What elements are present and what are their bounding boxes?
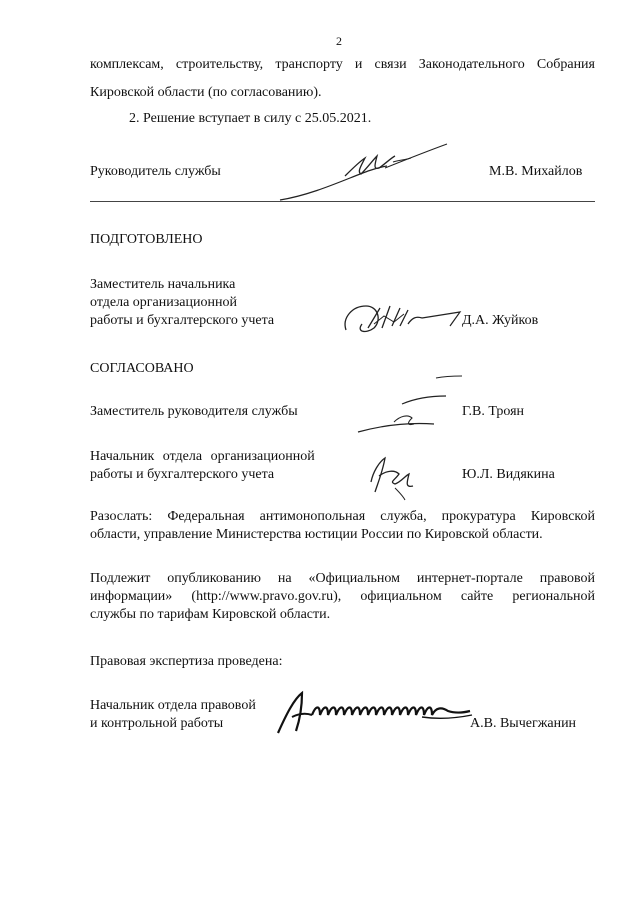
distribution-line-1: Разослать: Федеральная антимонопольная служба, прокуратура Кировской [90, 509, 595, 524]
distribution-line-2: области, управление Министерства юстиции России по Кировской области. [90, 527, 543, 542]
head-position: Руководитель службы [90, 164, 221, 179]
prepared-position-line-2: отдела организационной [90, 295, 237, 310]
legal-position-line-2: и контрольной работы [90, 716, 224, 731]
agreed-row2-position-line-1: Начальник отдела организационной [90, 449, 315, 464]
agreed-row1-position: Заместитель руководителя службы [90, 404, 298, 419]
legal-review-label: Правовая экспертиза проведена: [90, 654, 283, 669]
agreed-row2-position-line-2: работы и бухгалтерского учета [90, 467, 275, 482]
legal-signature [272, 685, 482, 740]
intro-line-2: Кировской области (по согласованию). [90, 85, 322, 100]
page-number: 2 [336, 34, 342, 48]
legal-position-line-1: Начальник отдела правовой [90, 698, 256, 713]
agreed-row1-name: Г.В. Троян [462, 404, 525, 419]
intro-line-1: комплексам, строительству, транспорту и связи Законодательного Собрания [90, 57, 595, 72]
legal-name: А.В. Вычегжанин [470, 716, 577, 731]
agreed-row2-name: Ю.Л. Видякина [462, 467, 555, 482]
publication-line-2: информации» (http://www.pravo.gov.ru), официальном сайте региональной [90, 589, 595, 604]
publication-line-1: Подлежит опубликованию на «Официальном интернет-портале правовой [90, 571, 595, 586]
prepared-heading: ПОДГОТОВЛЕНО [90, 232, 203, 247]
prepared-signature [338, 296, 468, 340]
head-name: М.В. Михайлов [489, 164, 583, 179]
agreed-heading: СОГЛАСОВАНО [90, 361, 194, 376]
prepared-name: Д.А. Жуйков [462, 313, 539, 328]
separator-line [90, 201, 595, 202]
head-signature [275, 138, 455, 208]
publication-line-3: службы по тарифам Кировской области. [90, 607, 331, 622]
prepared-position-line-3: работы и бухгалтерского учета [90, 313, 275, 328]
agreed-row1-signature [350, 370, 470, 440]
decision-item-2: 2. Решение вступает в силу с 25.05.2021. [129, 111, 372, 126]
agreed-row2-signature [365, 452, 425, 502]
prepared-position-line-1: Заместитель начальника [90, 277, 236, 292]
